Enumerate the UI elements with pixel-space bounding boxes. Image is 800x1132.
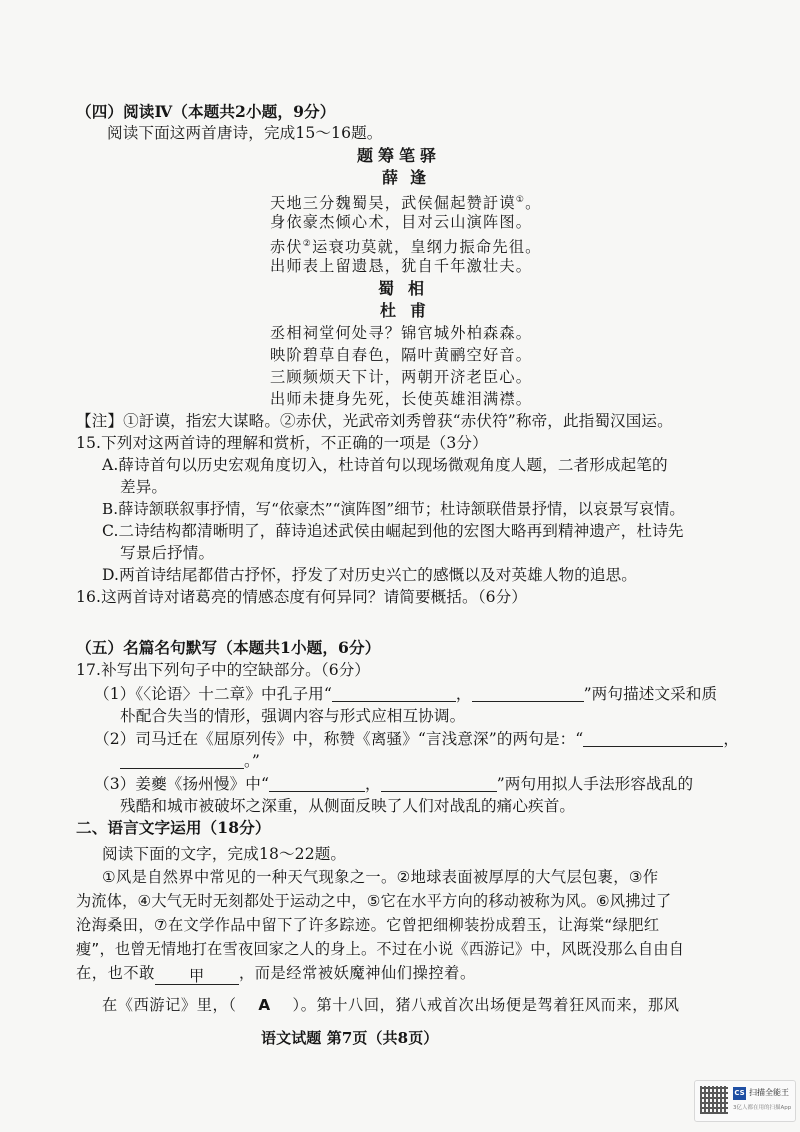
q17-item2-cont: 。” [120,750,260,772]
q17-item1-cont: 朴配合失当的情形，强调内容与形式应相互协调。 [120,707,466,725]
poem1-line-2: 身依豪杰倾心术，目对云山演阵图。 [270,213,533,231]
poem2-title: 蜀相 [378,279,439,298]
part2-heading: 二、语言文字运用（18分） [76,818,271,837]
poem1-author: 薛逢 [382,168,439,187]
section4-heading: （四）阅读Ⅳ（本题共2小题，9分） [76,102,336,121]
passage-line-3: 沧海桑田，⑦在文学作品中留下了许多踪迹。它曾把细柳装扮成碧玉，让海棠“绿肥红 [76,916,660,934]
q17-stem: 17.补写出下列句子中的空缺部分。（6分） [76,661,371,679]
poem2-line-2: 映阶碧草自春色，隔叶黄鹂空好音。 [270,346,533,364]
poem2-line-1: 丞相祠堂何处寻？锦官城外柏森森。 [270,324,533,342]
passage-line-6: 在《西游记》里，（ A ）。第十八回，猪八戒首次出场便是驾着狂风而来，那风 [102,996,680,1014]
q15-option-c-cont: 写景后抒情。 [120,544,215,562]
poem2-line-3: 三顾频烦天下计，两朝开济老臣心。 [270,368,533,386]
q17-item2-blank-1[interactable] [583,730,723,747]
passage-line-5: 在，也不敢 甲 ，而是经常被妖魔神仙们操控着。 [76,964,476,985]
q15-option-a: A.薛诗首句以历史宏观角度切入，杜诗首句以现场微观角度人题，二者形成起笔的 [102,456,668,474]
q17-item3-cont: 残酷和城市被破坏之深重，从侧面反映了人们对战乱的痛心疾首。 [120,797,576,815]
poem2-line-4: 出师未捷身先死，长使英雄泪满襟。 [270,390,533,408]
passage-line-1: ①风是自然界中常见的一种天气现象之一。②地球表面被厚厚的大气层包裹，③作 [102,868,659,886]
q17-item1: （1）《〈论语〉十二章》中孔子用“ ， ”两句描述文采和质 [94,685,718,703]
poem1-line-4: 出师表上留遗恳，犹自千年激壮夫。 [270,257,533,275]
page-footer: 语文试题 第7页（共8页） [261,1029,439,1047]
q17-item1-blank-1[interactable] [332,685,456,702]
poem-note: 【注】①訏谟，指宏大谋略。②赤伏，光武帝刘秀曾获“赤伏符”称帝，此指蜀汉国运。 [76,412,673,430]
poem1-line-3: 赤伏②运衰功莫就，皇纲力振命先徂。 [270,238,542,257]
scanner-app-name: 扫描全能王 [749,1088,789,1097]
blank-jia[interactable]: 甲 [155,968,239,985]
q17-item2-blank-2[interactable] [120,752,244,769]
q15-option-a-cont: 差异。 [120,478,168,496]
q15-option-c: C.二诗结构都清晰明了，薛诗追述武侯由崛起到他的宏图大略再到精神遗产，杜诗先 [102,522,684,540]
section5-heading: （五）名篇名句默写（本题共1小题，6分） [76,638,381,657]
passage-line-2: 为流体，④大气无时无刻都处于运动之中，⑤它在水平方向的移动被称为风。⑥风拂过了 [76,892,672,910]
q16-stem: 16.这两首诗对诸葛亮的情感态度有何异同？请简要概括。（6分） [76,588,528,606]
scanner-app-badge [694,1080,796,1122]
scanner-app-tagline: 3亿人都在用的扫描App [733,1105,792,1111]
camscanner-logo-icon: CS [733,1087,746,1100]
q17-item2: （2）司马迁在《屈原列传》中，称赞《离骚》“言浅意深”的两句是：“ ， [94,730,740,748]
section4-intro: 阅读下面这两首唐诗，完成15～16题。 [107,124,383,142]
blank-a[interactable]: A [258,996,271,1014]
poem2-author: 杜甫 [380,301,441,320]
poem1-title: 题筹笔驿 [357,146,442,165]
qr-code-icon [700,1086,728,1114]
part2-intro: 阅读下面的文字，完成18～22题。 [102,845,347,863]
q17-item1-blank-2[interactable] [472,685,584,702]
q17-item3-blank-1[interactable] [269,775,365,792]
passage-line-4: 瘦”，也曾无情地打在雪夜回家之人的身上。不过在小说《西游记》中，风既没那么自由自 [76,940,685,958]
q15-stem: 15.下列对这两首诗的理解和赏析，不正确的一项是（3分） [76,434,488,452]
q17-item3: （3）姜夔《扬州慢》中“ ， ”两句用拟人手法形容战乱的 [94,775,694,793]
q17-item3-blank-2[interactable] [381,775,497,792]
q15-option-d: D.两首诗结尾都借古抒怀，抒发了对历史兴亡的感慨以及对英雄人物的追思。 [102,566,637,584]
q15-option-b: B.薛诗颔联叙事抒情，写“依豪杰”“演阵图”细节；杜诗颔联借景抒情，以哀景写哀情。 [102,500,685,518]
poem1-line-1: 天地三分魏蜀吴，武侯倔起赞訏谟①。 [270,194,542,213]
